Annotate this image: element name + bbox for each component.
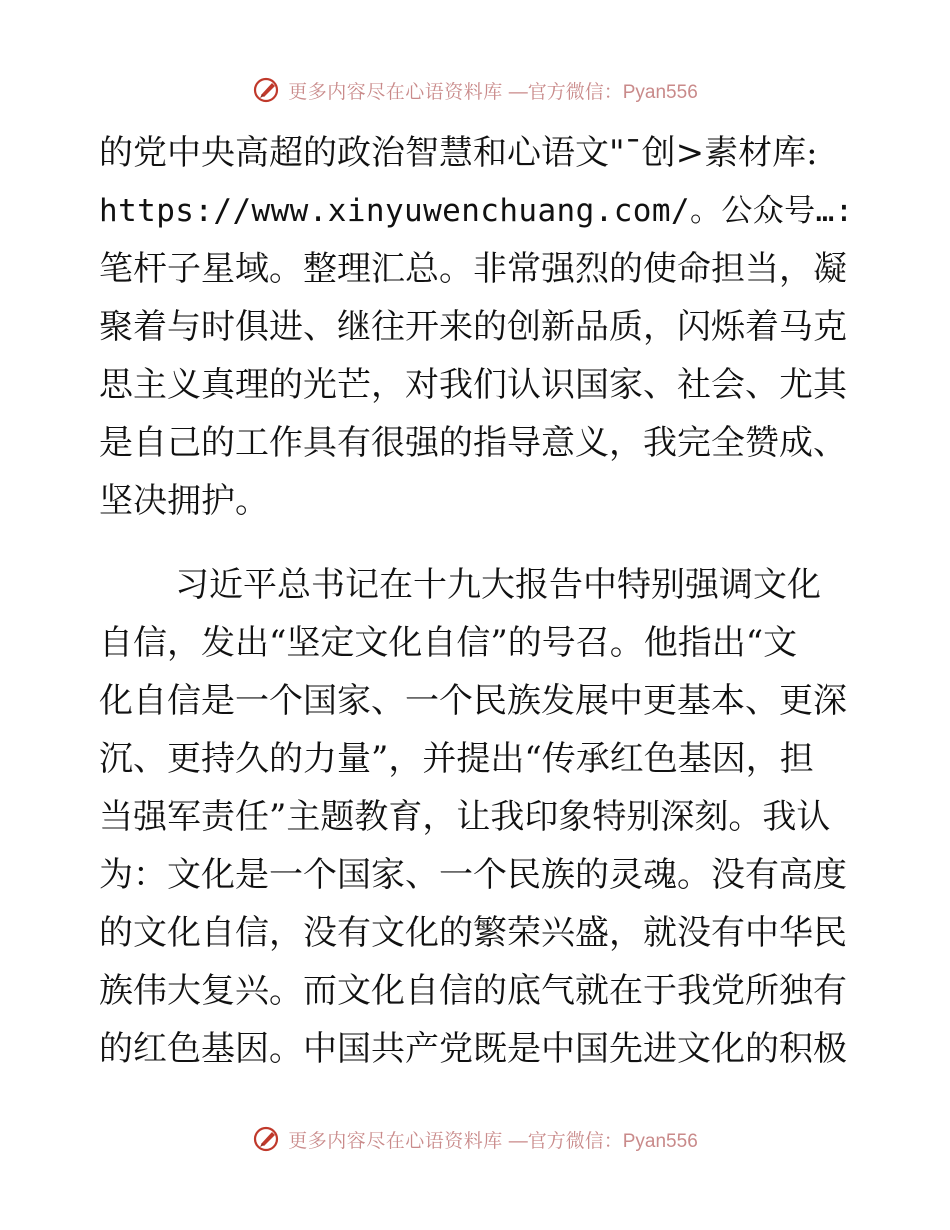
text-line: 自信，发出“坚定文化自信”的号召。他指出“文 (99, 623, 798, 663)
text-line: 当强军责任”主题教育，让我印象特别深刻。我认 (99, 797, 831, 837)
brand-logo-icon (252, 1124, 282, 1154)
text-line: 的党中央高超的政治智慧和心语文"¯创>素材库: (99, 133, 818, 173)
banner-title: 更多内容尽在心语资料库 (288, 80, 503, 103)
banner-title: 更多内容尽在心语资料库 (288, 1129, 503, 1152)
text-line-url: https://www.xinyuwenchuang.com/。公众号…: (99, 193, 854, 229)
text-line: 聚着与时俱进、继往开来的创新品质，闪烁着马克 (99, 307, 847, 347)
text-line: 的文化自信，没有文化的繁荣兴盛，就没有中华民 (99, 913, 847, 953)
footer-banner (0, 1119, 950, 1159)
paragraph-gap (99, 530, 849, 556)
text-line: 化自信是一个国家、一个民族发展中更基本、更深 (99, 681, 847, 721)
text-line: 坚决拥护。 (99, 481, 269, 521)
banner-wechat: —官方微信：Pyan556 (508, 81, 698, 103)
text-line: 是自己的工作具有很强的指导意义，我完全赞成、 (99, 423, 847, 463)
brand-logo-icon (252, 75, 282, 105)
banner-wechat: —官方微信：Pyan556 (508, 1130, 698, 1152)
text-line: 的红色基因。中国共产党既是中国先进文化的积极 (99, 1029, 847, 1069)
text-line: 族伟大复兴。而文化自信的底气就在于我党所独有 (99, 971, 847, 1011)
text-line: 沉、更持久的力量”，并提出“传承红色基因，担 (99, 739, 814, 779)
body-text (99, 124, 854, 1078)
text-line: 习近平总书记在十九大报告中特别强调文化 (175, 565, 821, 605)
text-line: 笔杆子星域。整理汇总。非常强烈的使命担当，凝 (99, 249, 847, 289)
text-line: 为：文化是一个国家、一个民族的灵魂。没有高度 (99, 855, 847, 895)
text-line: 思主义真理的光芒，对我们认识国家、社会、尤其 (99, 365, 847, 405)
header-banner (0, 70, 950, 110)
